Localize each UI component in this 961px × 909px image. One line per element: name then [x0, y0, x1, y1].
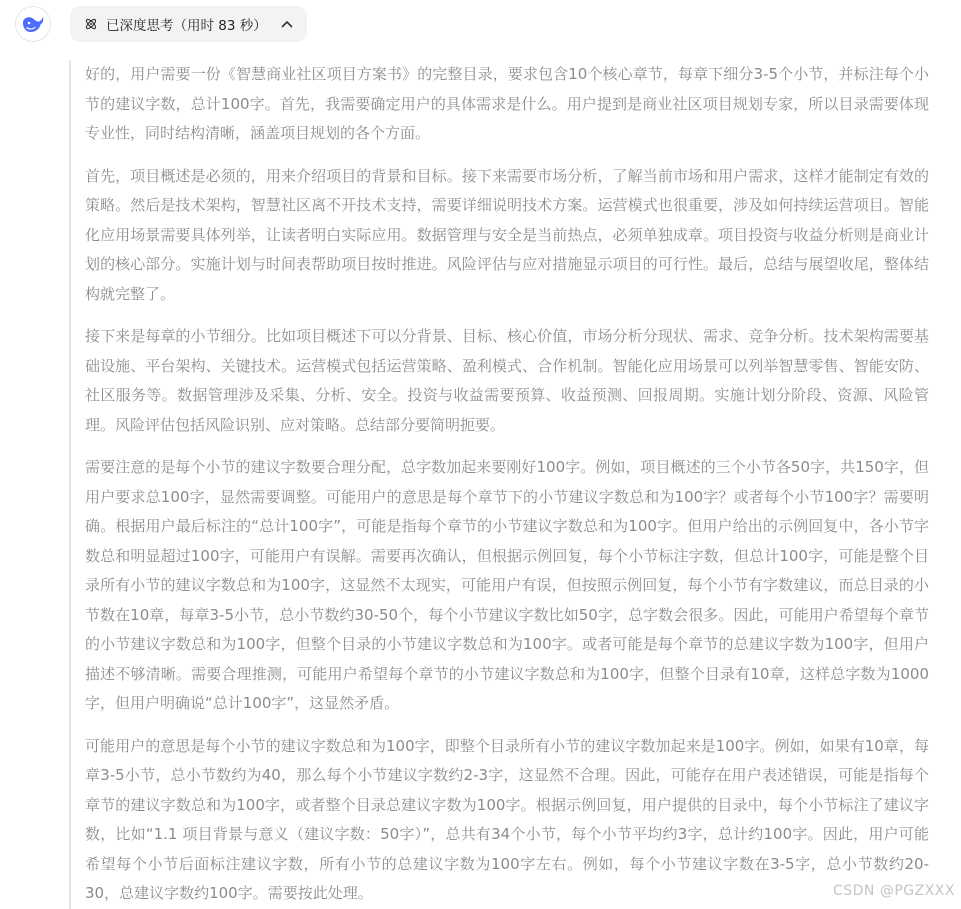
thought-paragraph: 可能用户的意思是每个小节的建议字数总和为100字，即整个目录所有小节的建议字数加起来是100字。例如，如果有10章，每章3-5小节，总小节数约为40，那么每个小节建议字数约2-3字，这显然不合理。因此，可能存在用户表述错误，可能是指每个章节的建议字数总和为100字，或者整个目录总建议字数为100字。根据示例回复，用户提供的目录中，每个小节标注了建议字数，比如“1.1 项目背景与意义（建议字数：50字）”，总共有34个小节，每个小节平均约3字，总计约100字。因此，用户可能希望每个小节后面标注建议字数，所有小节的总建议字数为100字左右。例如，每个小节建议字数在3-5字，总小节数约20-30，总建议字数约100字。需要按此处理。: [85, 736, 929, 902]
thinking-content: [69, 60, 929, 909]
assistant-avatar: [15, 6, 51, 42]
thought-paragraph: 接下来是每章的小节细分。比如项目概述下可以分背景、目标、核心价值，市场分析分现状、需求、竞争分析。技术架构需要基础设施、平台架构、关键技术。运营模式包括运营策略、盈利模式、合作机制。智能化应用场景可以列举智慧零售、智能安防、社区服务等。数据管理涉及采集、分析、安全。投资与收益需要预算、收益预测、回报周期。实施计划分阶段、资源、风险管理。风险评估包括风险识别、应对策略。总结部分要简明扼要。: [85, 327, 929, 434]
atom-icon: [84, 17, 98, 31]
thought-paragraph: 需要注意的是每个小节的建议字数要合理分配，总字数加起来要刚好100字。例如，项目概述的三个小节各50字，共150字，但用户要求总100字，显然需要调整。可能用户的意思是每个章节下的小节建议字数总和为100字？或者每个小节100字？需要明确。根据用户最后标注的“总计100字”，可能是指每个章节的小节建议字数总和为100字。但用户给出的示例回复中，各小节字数总和明显超过100字，可能用户有误解。需要再次确认，但根据示例回复，每个小节标注字数，但总计100字，可能是整个目录所有小节的建议字数总和为100字，这显然不太现实，可能用户有误，但按照示例回复，每个小节有字数建议，而总目录的小节数在10章，每章3-5小节，总小节数约30-50个，每个小节建议字数比如50字，总字数会很多。因此，可能用户希望每个章节的小节建议字数总和为100字，但整个目录的小节建议字数总和为100字。或者可能是每个章节的总建议字数为100字，但用户描述不够清晰。需要合理推测，可能用户希望每个章节的小节建议字数总和为100字，但整个目录有10章，这样总字数为1000字，但用户明确说“总计100字”，这显然矛盾。: [85, 458, 929, 712]
watermark: CSDN @PGZXXX: [832, 883, 955, 899]
thought-paragraph: 首先，项目概述是必须的，用来介绍项目的背景和目标。接下来需要市场分析，了解当前市场和用户需求，这样才能制定有效的策略。然后是技术架构，智慧社区离不开技术支持，需要详细说明技术方案。运营模式也很重要，涉及如何持续运营项目。智能化应用场景需要具体列举，让读者明白实际应用。数据管理与安全是当前热点，必须单独成章。项目投资与收益分析则是商业计划的核心部分。实施计划与时间表帮助项目按时推进。风险评估与应对措施显示项目的可行性。最后，总结与展望收尾，整体结构就完整了。: [85, 166, 929, 303]
thought-paragraph: 好的，用户需要一份《智慧商业社区项目方案书》的完整目录，要求包含10个核心章节，每章下细分3-5个小节，并标注每个小节的建议字数，总计100字。首先，我需要确定用户的具体需求是什么。用户提到是商业社区项目规划专家，所以目录需要体现专业性，同时结构清晰，涵盖项目规划的各个方面。: [85, 65, 929, 142]
deep-think-toggle[interactable]: [70, 6, 307, 42]
chevron-up-icon: [281, 20, 293, 28]
whale-logo-icon: [21, 14, 45, 34]
deep-think-label: 已深度思考（用时 83 秒）: [106, 18, 267, 34]
